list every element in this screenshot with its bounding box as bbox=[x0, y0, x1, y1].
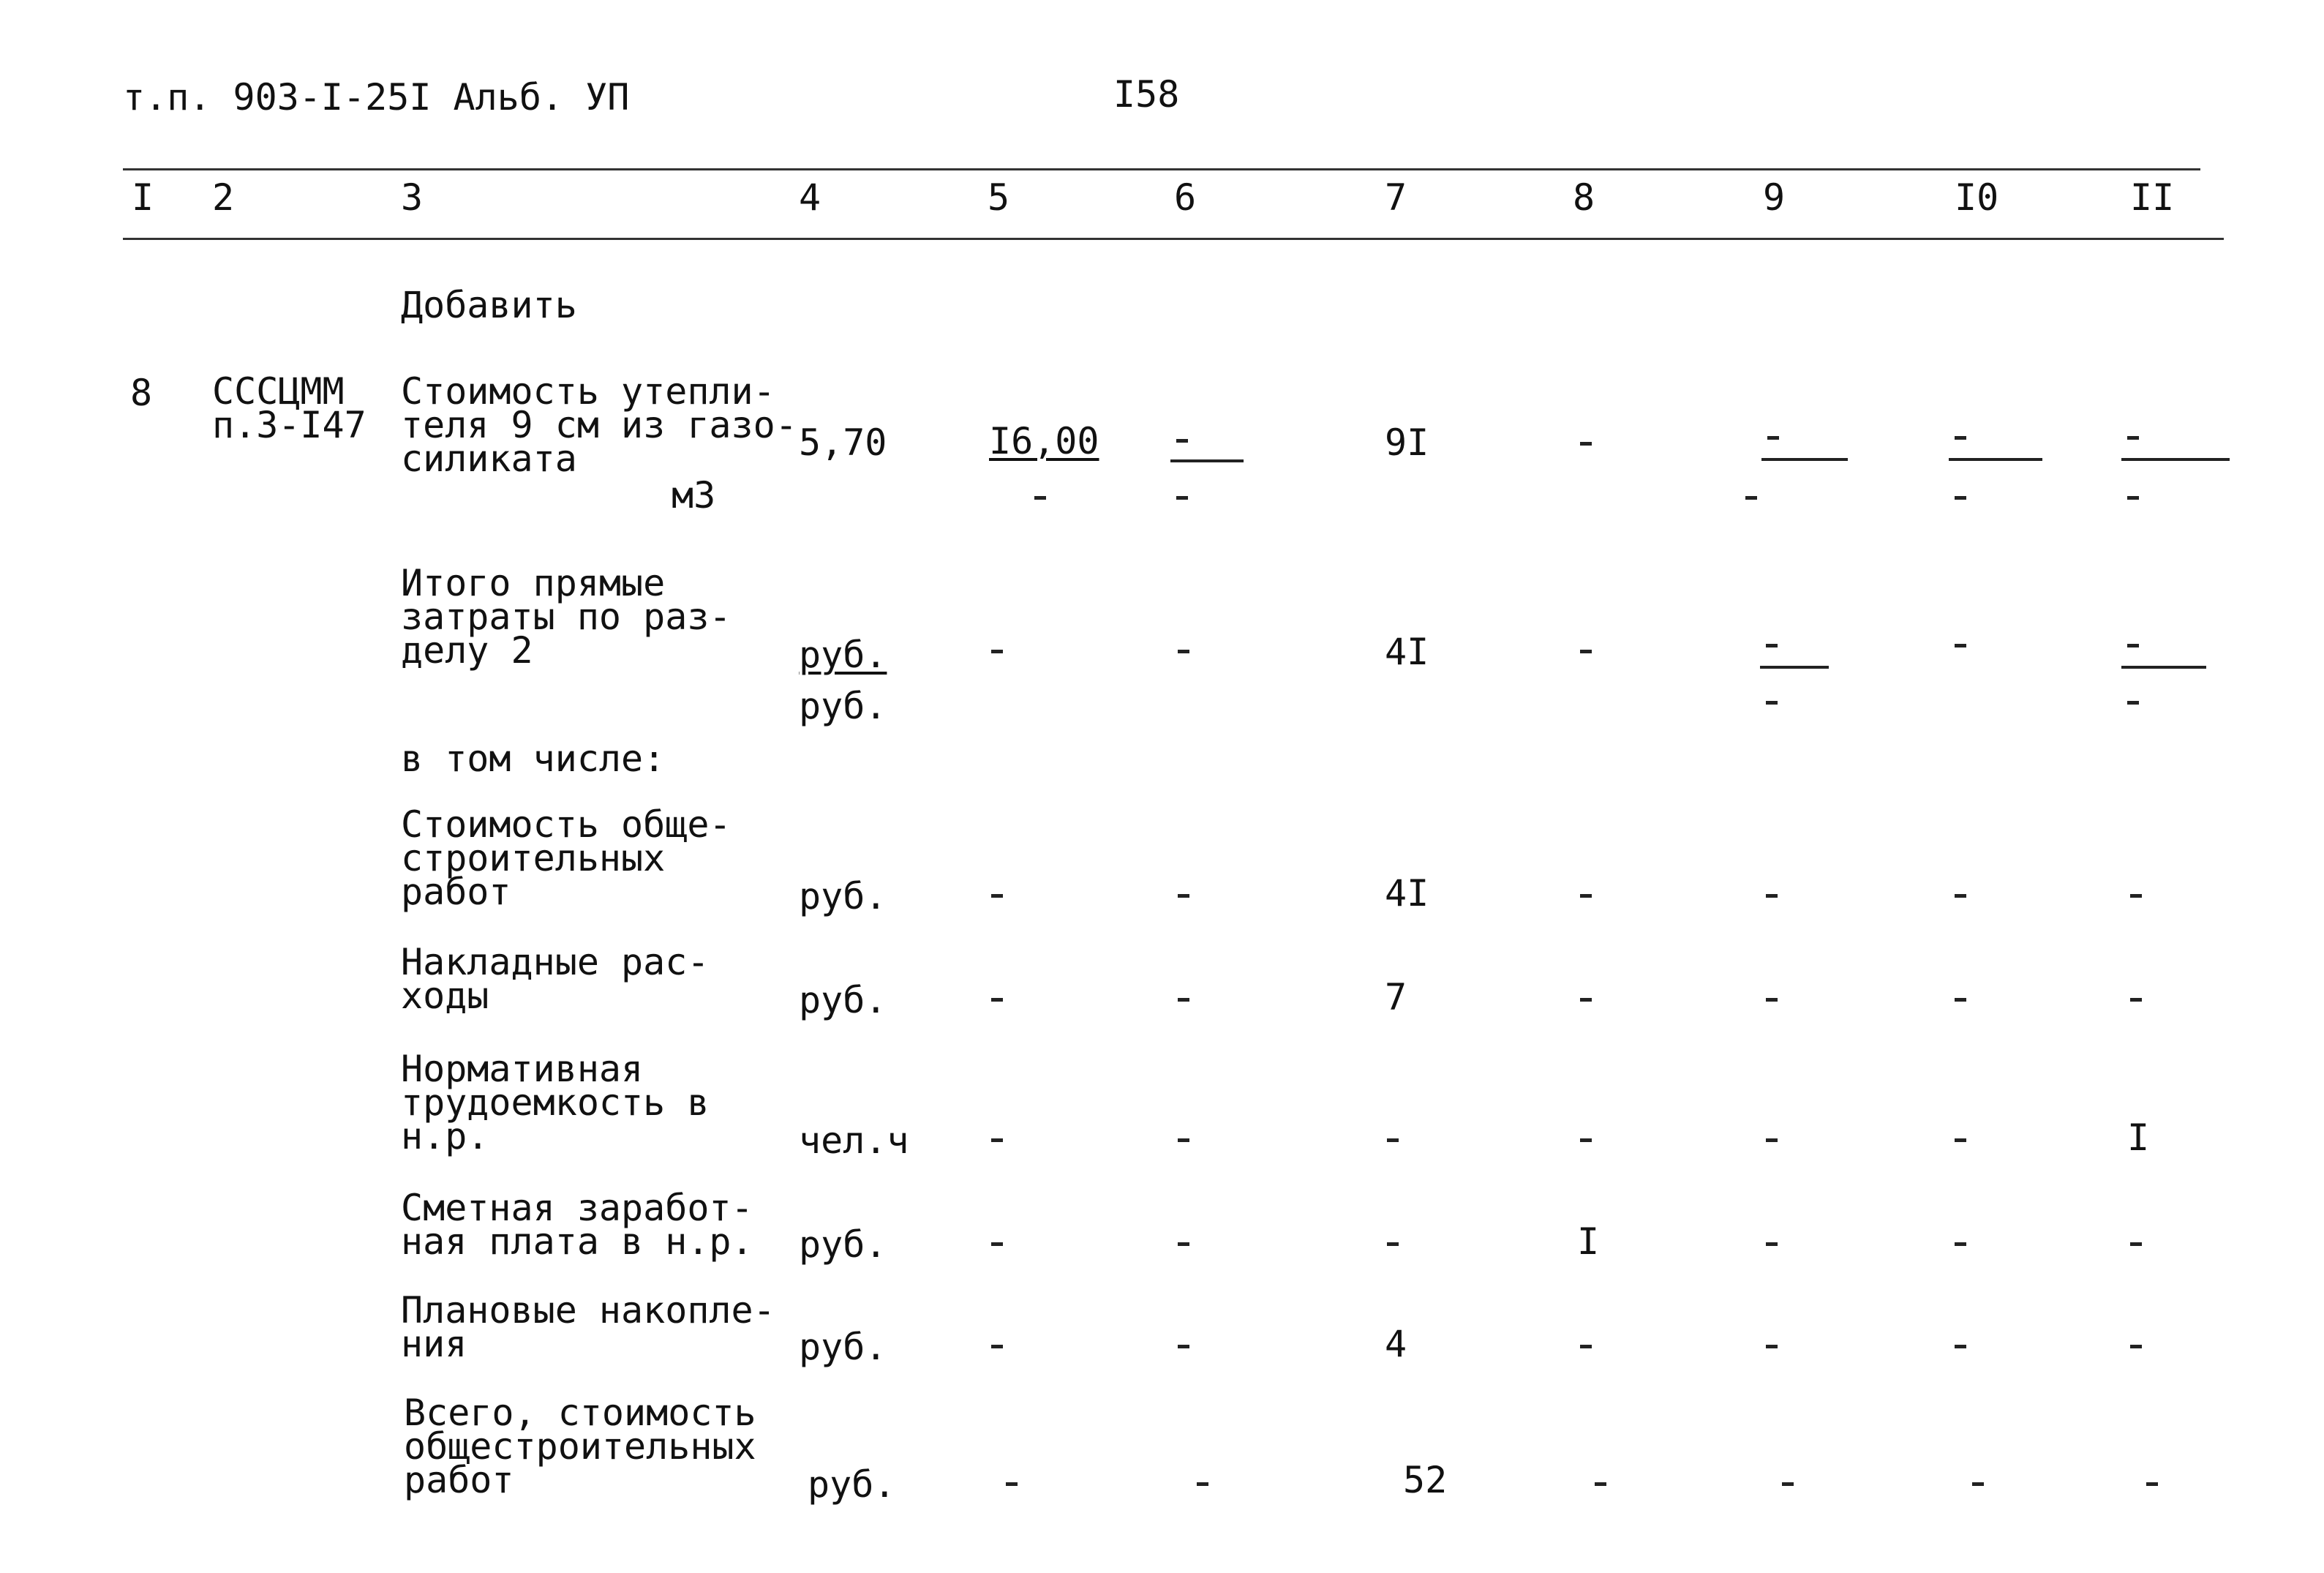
dash-mark bbox=[1766, 1138, 1778, 1142]
dash-mark bbox=[2127, 496, 2139, 500]
total-direct-costs-unit-top: руб. bbox=[799, 634, 887, 676]
column-header-6: 6 bbox=[1174, 176, 1197, 219]
dash-mark bbox=[1178, 1345, 1189, 1348]
row-number: 8 bbox=[130, 372, 153, 414]
dash-mark bbox=[991, 1242, 1003, 1246]
dash-mark bbox=[2130, 1345, 2142, 1348]
dash-mark bbox=[2130, 894, 2142, 898]
dash-mark bbox=[1766, 1242, 1778, 1246]
dash-mark bbox=[1178, 650, 1189, 653]
general-works-unit: руб. bbox=[799, 875, 887, 917]
dash-mark bbox=[1782, 1482, 1794, 1486]
labor-intensity-unit: чел.ч bbox=[799, 1119, 909, 1162]
dash-mark bbox=[2146, 1482, 2158, 1486]
fraction-line bbox=[1170, 459, 1244, 462]
dash-mark bbox=[1767, 436, 1779, 440]
dash-mark bbox=[991, 1138, 1003, 1142]
column-header-4: 4 bbox=[799, 176, 821, 219]
dash-mark bbox=[1766, 894, 1778, 898]
general-works-col7: 4I bbox=[1385, 872, 1429, 915]
including-label: в том числе: bbox=[401, 737, 666, 780]
grand-total-label: Всего, стоимость общестроительных работ bbox=[404, 1392, 756, 1501]
dash-mark bbox=[1580, 998, 1592, 1002]
fraction-line bbox=[2121, 666, 2206, 669]
column-header-3: 3 bbox=[401, 176, 424, 219]
dash-mark bbox=[1176, 439, 1188, 443]
dash-mark bbox=[1580, 650, 1592, 653]
column-header-2: 2 bbox=[212, 176, 235, 219]
planned-accumulations-label: Плановые накопле- ния bbox=[401, 1289, 775, 1365]
dash-mark bbox=[1766, 998, 1778, 1002]
dash-mark bbox=[1580, 1345, 1592, 1348]
estimated-wages-unit: руб. bbox=[799, 1223, 887, 1266]
dash-mark bbox=[1387, 1242, 1399, 1246]
dash-mark bbox=[2130, 1242, 2142, 1246]
labor-intensity-label: Нормативная трудоемкость в н.р. bbox=[401, 1048, 710, 1157]
dash-mark bbox=[2127, 436, 2139, 440]
dash-mark bbox=[1595, 1482, 1606, 1486]
add-section-label: Добавить bbox=[401, 284, 577, 326]
estimated-wages-col8: I bbox=[1577, 1220, 1600, 1263]
dash-mark bbox=[1955, 496, 1966, 500]
general-works-label: Стоимость обще- строительных работ bbox=[401, 803, 732, 913]
row-col5-value: I6,00 bbox=[989, 420, 1099, 462]
dash-mark bbox=[1197, 1482, 1208, 1486]
dash-mark bbox=[1955, 1345, 1966, 1348]
dash-mark bbox=[1955, 894, 1966, 898]
dash-mark bbox=[1387, 1138, 1399, 1142]
dash-mark bbox=[1178, 894, 1189, 898]
row-col4-value: 5,70 bbox=[799, 421, 887, 464]
dash-mark bbox=[1745, 496, 1757, 500]
dash-mark bbox=[1955, 436, 1966, 440]
header-bottom-rule bbox=[123, 238, 2224, 240]
dash-mark bbox=[991, 1345, 1003, 1348]
fraction-line bbox=[1949, 458, 2042, 461]
overhead-col7: 7 bbox=[1385, 976, 1407, 1018]
row-description: Стоимость утепли- теля 9 см из газо- силиката bbox=[401, 370, 797, 480]
dash-mark bbox=[1178, 1138, 1189, 1142]
column-header-1: I bbox=[132, 176, 154, 219]
row-reference: СССЦММ п.3-I47 bbox=[212, 370, 366, 446]
dash-mark bbox=[1955, 998, 1966, 1002]
dash-mark bbox=[1034, 496, 1046, 500]
total-direct-costs-col7: 4I bbox=[1385, 631, 1429, 673]
total-direct-costs-label: Итого прямые затраты по раз- делу 2 bbox=[401, 562, 732, 672]
dash-mark bbox=[2130, 998, 2142, 1002]
dash-mark bbox=[1955, 1242, 1966, 1246]
column-header-8: 8 bbox=[1573, 176, 1595, 219]
fraction-line bbox=[2121, 458, 2230, 461]
dash-mark bbox=[1972, 1482, 1984, 1486]
dash-mark bbox=[1955, 644, 1966, 647]
dash-mark bbox=[1580, 442, 1592, 446]
column-header-10: I0 bbox=[1955, 176, 1999, 219]
estimated-wages-label: Сметная заработ- ная плата в н.р. bbox=[401, 1187, 753, 1263]
page-number: I58 bbox=[1113, 73, 1180, 116]
dash-mark bbox=[1766, 644, 1778, 647]
dash-mark bbox=[2127, 644, 2139, 647]
header-top-rule bbox=[123, 168, 2200, 170]
dash-mark bbox=[1766, 1345, 1778, 1348]
dash-mark bbox=[991, 650, 1003, 653]
dash-mark bbox=[1176, 496, 1188, 500]
dash-mark bbox=[1178, 1242, 1189, 1246]
overhead-label: Накладные рас- ходы bbox=[401, 941, 710, 1017]
planned-accumulations-unit: руб. bbox=[799, 1326, 887, 1368]
overhead-unit: руб. bbox=[799, 979, 887, 1021]
dash-mark bbox=[991, 998, 1003, 1002]
column-header-7: 7 bbox=[1385, 176, 1407, 219]
row-description-unit: м3 bbox=[672, 474, 716, 517]
labor-intensity-col11: I bbox=[2127, 1116, 2150, 1159]
dash-mark bbox=[2127, 701, 2139, 705]
total-direct-costs-unit-bottom: руб. bbox=[799, 685, 887, 727]
dash-mark bbox=[991, 894, 1003, 898]
dash-mark bbox=[1178, 998, 1189, 1002]
column-header-11: II bbox=[2130, 176, 2175, 219]
grand-total-unit: руб. bbox=[808, 1463, 896, 1506]
dash-mark bbox=[1955, 1138, 1966, 1142]
grand-total-col7: 52 bbox=[1403, 1459, 1448, 1501]
fraction-line bbox=[1760, 666, 1829, 669]
dash-mark bbox=[1766, 701, 1778, 705]
row-col7-value: 9I bbox=[1385, 421, 1429, 464]
dash-mark bbox=[1580, 1138, 1592, 1142]
dash-mark bbox=[1580, 894, 1592, 898]
document-reference: т.п. 903-I-25I Альб. УП bbox=[123, 76, 630, 119]
dash-mark bbox=[1006, 1482, 1018, 1486]
planned-accumulations-col7: 4 bbox=[1385, 1323, 1407, 1365]
column-header-9: 9 bbox=[1763, 176, 1786, 219]
column-header-5: 5 bbox=[988, 176, 1010, 219]
fraction-line bbox=[1761, 458, 1848, 461]
